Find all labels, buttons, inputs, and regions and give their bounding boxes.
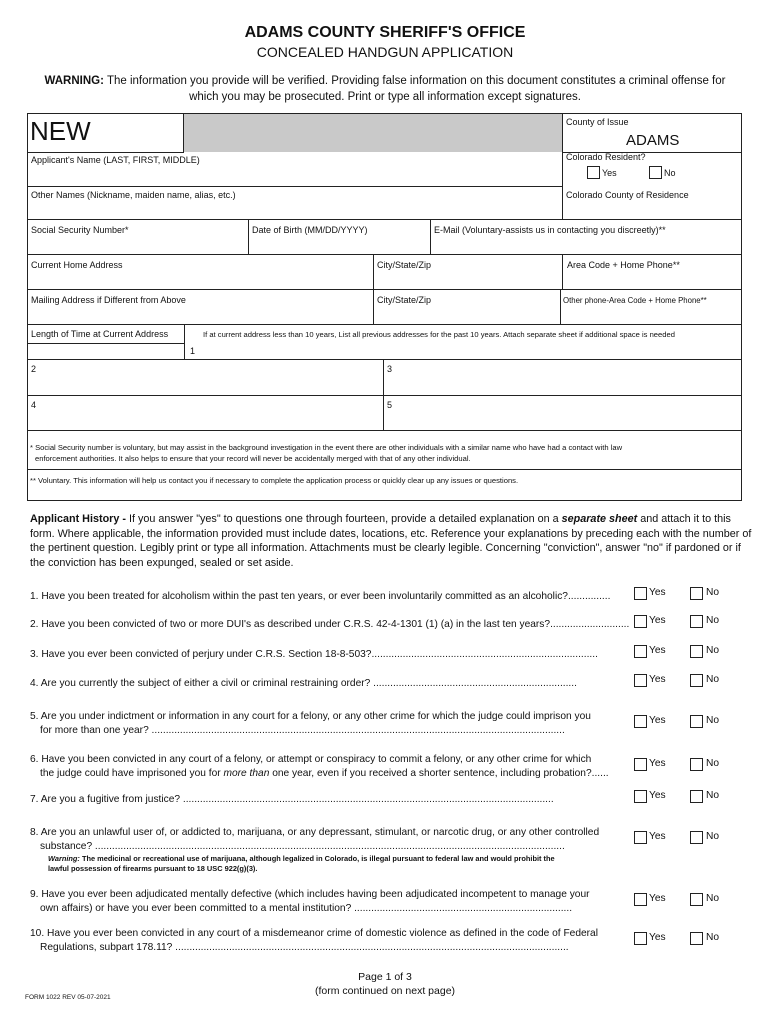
question-no-label: No bbox=[706, 790, 720, 801]
question-yes-checkbox[interactable] bbox=[634, 587, 647, 600]
question-line-1: 1. Have you been treated for alcoholism within the past ten years, or ever been involuntarily committed as an alcoholic?............... bbox=[30, 591, 611, 602]
colorado-county-label[interactable]: Colorado County of Residence bbox=[566, 190, 689, 200]
question-text bbox=[30, 590, 630, 604]
divider bbox=[560, 289, 561, 325]
question-line-1: 7. Are you a fugitive from justice? ................................................................................................................................... bbox=[30, 794, 554, 805]
question-line-2 bbox=[30, 767, 630, 781]
question-no-checkbox[interactable] bbox=[690, 893, 703, 906]
question-text bbox=[30, 753, 630, 781]
divider bbox=[184, 343, 185, 360]
question-warning-line-2: lawful possession of firearms pursuant to 18 USC 922(g)(3). bbox=[48, 864, 258, 873]
intro-separate-sheet: separate sheet bbox=[561, 513, 638, 525]
question-no-checkbox[interactable] bbox=[690, 715, 703, 728]
question-yes-checkbox[interactable] bbox=[634, 615, 647, 628]
intro-line-3: the pertinent question. Legibly print or type all information. Attachments must be clearly legible. Concerning "conviction", answer "no" if pardoned or if bbox=[30, 542, 741, 554]
address-3-label[interactable]: 3 bbox=[387, 364, 393, 374]
length-time-label: Length of Time at Current Address bbox=[31, 329, 169, 339]
intro-line-1c: and attach it to this bbox=[640, 513, 731, 525]
resident-no-label: No bbox=[664, 168, 676, 178]
colorado-resident-label: Colorado Resident? bbox=[566, 152, 646, 162]
resident-no-checkbox[interactable] bbox=[649, 166, 662, 179]
divider bbox=[562, 254, 563, 290]
question-no-checkbox[interactable] bbox=[690, 674, 703, 687]
question-yes-label: Yes bbox=[649, 893, 666, 904]
county-of-issue-label: County of Issue bbox=[566, 117, 629, 127]
question-yes-checkbox[interactable] bbox=[634, 674, 647, 687]
question-no-label: No bbox=[706, 587, 720, 598]
question-text bbox=[30, 710, 630, 738]
question-line-1: 5. Are you under indictment or information in any court for a felony, or any other crime for which the judge could imprison you bbox=[30, 711, 591, 722]
footnote-ssn bbox=[30, 442, 735, 464]
question-no-checkbox[interactable] bbox=[690, 615, 703, 628]
mailing-address-label[interactable]: Mailing Address if Different from Above bbox=[31, 295, 186, 305]
question-warning bbox=[30, 854, 630, 874]
email-label[interactable]: E-Mail (Voluntary-assists us in contacting you discreetly)** bbox=[434, 225, 666, 235]
divider bbox=[373, 254, 374, 290]
applicant-name-input[interactable] bbox=[184, 114, 562, 152]
applicant-name-label: Applicant's Name (LAST, FIRST, MIDDLE) bbox=[31, 155, 200, 165]
question-yes-checkbox[interactable] bbox=[634, 790, 647, 803]
question-text bbox=[30, 888, 630, 916]
county-of-issue-value[interactable]: ADAMS bbox=[626, 132, 680, 149]
question-line-2: own affairs) or have you ever been committed to a mental institution? ............................................................................. bbox=[40, 903, 573, 914]
address-row-4-5 bbox=[27, 395, 742, 431]
form-id: FORM 1022 REV 05-07-2021 bbox=[25, 994, 111, 1001]
warning-text-1: The information you provide will be verified. Providing false information on this document constitutes a criminal offense for bbox=[106, 75, 726, 87]
footnote-ssn-line-2: enforcement authorities. It also helps to ensure that your record will never be accidentally merged with that of any other individual. bbox=[35, 454, 471, 463]
question-line-2: Regulations, subpart 178.11? ........................................................................................................................................... bbox=[40, 942, 569, 953]
address-2-label[interactable]: 2 bbox=[31, 364, 37, 374]
address-row-2-3 bbox=[27, 359, 742, 396]
question-no-checkbox[interactable] bbox=[690, 790, 703, 803]
question-line-2-part: the judge could have imprisoned you for bbox=[40, 768, 224, 779]
footnote-ssn-line-1: * Social Security number is voluntary, but may assist in the background investigation in the event there are other individuals with a similar name who have had a contact with law bbox=[30, 443, 623, 452]
warning-line-1 bbox=[20, 74, 750, 89]
question-yes-checkbox[interactable] bbox=[634, 715, 647, 728]
history-heading: Applicant History - bbox=[30, 513, 126, 525]
question-no-checkbox[interactable] bbox=[690, 587, 703, 600]
divider bbox=[248, 219, 249, 255]
divider bbox=[27, 469, 742, 470]
question-no-label: No bbox=[706, 715, 720, 726]
question-text bbox=[30, 648, 630, 662]
question-yes-checkbox[interactable] bbox=[634, 893, 647, 906]
address-1-label[interactable]: 1 bbox=[190, 346, 196, 356]
intro-line-2: form. Where applicable, the information provided must include dates, locations, etc. Reference your explanations by preceding each with the number of bbox=[30, 527, 752, 540]
question-line-1: 4. Are you currently the subject of either a civil or criminal restraining order? ........................................................................ bbox=[30, 678, 577, 689]
ssn-label[interactable]: Social Security Number* bbox=[31, 225, 129, 235]
question-no-label: No bbox=[706, 893, 720, 904]
question-line-2: substance? ...................................................................................................................................................................... bbox=[40, 841, 565, 852]
mailing-city-state-zip-label[interactable]: City/State/Zip bbox=[377, 295, 432, 305]
history-intro bbox=[30, 512, 752, 570]
question-no-checkbox[interactable] bbox=[690, 645, 703, 658]
divider bbox=[562, 186, 563, 220]
question-warning-line-1: The medicinal or recreational use of marijuana, although legalized in Colorado, is illegal pursuant to federal law and would prohibit the bbox=[81, 854, 555, 863]
question-text bbox=[30, 826, 630, 874]
address-5-label[interactable]: 5 bbox=[387, 400, 393, 410]
question-no-label: No bbox=[706, 674, 720, 685]
question-yes-label: Yes bbox=[649, 932, 666, 943]
question-no-checkbox[interactable] bbox=[690, 932, 703, 945]
question-line-1: 2. Have you been convicted of two or more DUI's as described under C.R.S. 42-4-1301 (1) (a) in the last ten years?............................ bbox=[30, 619, 630, 630]
question-yes-label: Yes bbox=[649, 674, 666, 685]
other-phone-label[interactable]: Other phone-Area Code + Home Phone** bbox=[563, 296, 707, 305]
question-line-1: 10. Have you ever been convicted in any court of a misdemeanor crime of domestic violence as defined in the code of Federal bbox=[30, 928, 598, 939]
intro-line-4: the conviction has been expunged, sealed or set aside. bbox=[30, 556, 294, 569]
question-text bbox=[30, 927, 630, 955]
question-no-label: No bbox=[706, 932, 720, 943]
question-text bbox=[30, 677, 630, 691]
footnote-voluntary: ** Voluntary. This information will help us contact you if necessary to complete the application process or quickly clear up any issues or questions. bbox=[30, 476, 519, 485]
question-yes-label: Yes bbox=[649, 715, 666, 726]
question-line-1: 6. Have you been convicted in any court of a felony, or attempt or conspiracy to commit a felony, or any other crime for which bbox=[30, 754, 592, 765]
page-subtitle: CONCEALED HANDGUN APPLICATION bbox=[256, 44, 514, 60]
question-line-2-part: one year, even if you received a shorter sentence, including probation?...... bbox=[269, 768, 609, 779]
previous-addresses-note: If at current address less than 10 years, List all previous addresses for the past 10 years. Attach separate sheet if additional space is needed bbox=[203, 330, 675, 339]
dob-label[interactable]: Date of Birth (MM/DD/YYYY) bbox=[252, 225, 368, 235]
question-line-1: 8. Are you an unlawful user of, or addicted to, marijuana, or any depressant, stimulant, or narcotic drug, or any other controlled bbox=[30, 827, 600, 838]
new-label: NEW bbox=[30, 116, 91, 146]
question-yes-label: Yes bbox=[649, 645, 666, 656]
resident-yes-label: Yes bbox=[602, 168, 617, 178]
page-number: Page 1 of 3 bbox=[358, 971, 412, 983]
question-no-label: No bbox=[706, 645, 720, 656]
question-no-checkbox[interactable] bbox=[690, 831, 703, 844]
question-yes-label: Yes bbox=[649, 790, 666, 801]
question-line-2: for more than one year? .................................................................................................................................................. bbox=[40, 725, 565, 736]
question-yes-checkbox[interactable] bbox=[634, 932, 647, 945]
question-no-label: No bbox=[706, 831, 720, 842]
question-text bbox=[30, 793, 630, 807]
intro-line-1a: If you answer "yes" to questions one through fourteen, provide a detailed explanation on a bbox=[128, 513, 559, 525]
home-phone-label[interactable]: Area Code + Home Phone** bbox=[567, 260, 680, 270]
question-line-1: 3. Have you ever been convicted of perjury under C.R.S. Section 18-8-503?................................................................................ bbox=[30, 649, 598, 660]
warning-label: WARNING: bbox=[44, 75, 104, 87]
question-yes-label: Yes bbox=[649, 587, 666, 598]
question-warning-label: Warning: bbox=[48, 854, 80, 863]
continued-note: (form continued on next page) bbox=[314, 985, 456, 997]
resident-yes-checkbox[interactable] bbox=[587, 166, 600, 179]
question-yes-label: Yes bbox=[649, 831, 666, 842]
question-line-2-part: more than bbox=[223, 768, 270, 779]
divider bbox=[373, 289, 374, 325]
question-line-1: 9. Have you ever been adjudicated mentally defective (which includes having been adjudicated incompetent to manage your bbox=[30, 889, 590, 900]
question-no-label: No bbox=[706, 758, 720, 769]
question-yes-checkbox[interactable] bbox=[634, 645, 647, 658]
question-yes-label: Yes bbox=[649, 758, 666, 769]
question-text bbox=[30, 618, 630, 632]
city-state-zip-label[interactable]: City/State/Zip bbox=[377, 260, 432, 270]
question-yes-checkbox[interactable] bbox=[634, 831, 647, 844]
warning-text-2: which you may be prosecuted. Print or type all information except signatures. bbox=[189, 91, 581, 103]
question-yes-label: Yes bbox=[649, 615, 666, 626]
page-title: ADAMS COUNTY SHERIFF'S OFFICE bbox=[244, 24, 526, 41]
other-names-label[interactable]: Other Names (Nickname, maiden name, alias, etc.) bbox=[31, 190, 236, 200]
address-4-label[interactable]: 4 bbox=[31, 400, 37, 410]
divider bbox=[430, 219, 431, 255]
home-address-label[interactable]: Current Home Address bbox=[31, 260, 123, 270]
question-no-checkbox[interactable] bbox=[690, 758, 703, 771]
question-no-label: No bbox=[706, 615, 720, 626]
question-yes-checkbox[interactable] bbox=[634, 758, 647, 771]
